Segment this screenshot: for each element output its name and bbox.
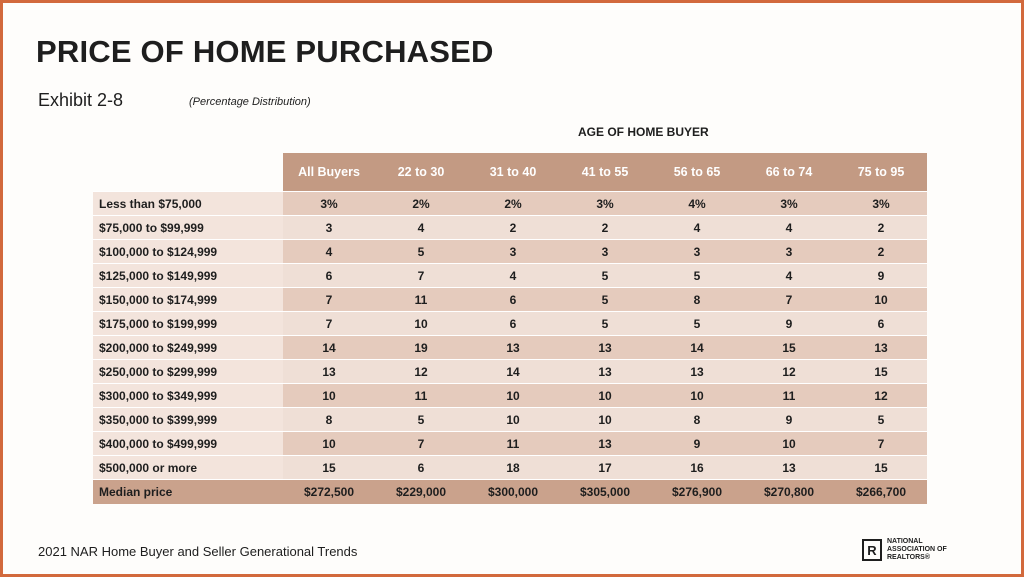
table-cell: 10 <box>559 408 651 432</box>
table-row <box>93 264 927 288</box>
table-row <box>93 408 927 432</box>
row-label: $400,000 to $499,999 <box>93 432 283 456</box>
table-cell: 9 <box>743 312 835 336</box>
row-label: $500,000 or more <box>93 456 283 480</box>
table-cell: 17 <box>559 456 651 480</box>
page-title: PRICE OF HOME PURCHASED <box>36 34 494 69</box>
table-cell: 12 <box>835 384 927 408</box>
table-cell: $266,700 <box>835 480 927 505</box>
table-cell: 6 <box>467 312 559 336</box>
table-cell: 10 <box>467 384 559 408</box>
table-cell: 10 <box>651 384 743 408</box>
table-cell: 2% <box>375 192 467 216</box>
table-cell: 15 <box>835 360 927 384</box>
table-row <box>93 432 927 456</box>
table-cell: 14 <box>283 336 375 360</box>
table-cell: $270,800 <box>743 480 835 505</box>
table-cell: 9 <box>651 432 743 456</box>
table-row <box>93 384 927 408</box>
table-cell: 2% <box>467 192 559 216</box>
column-header: 75 to 95 <box>835 153 927 192</box>
table-cell: 14 <box>467 360 559 384</box>
column-header: 41 to 55 <box>559 153 651 192</box>
row-label: $200,000 to $249,999 <box>93 336 283 360</box>
exhibit-label: Exhibit 2-8 <box>38 90 124 110</box>
table-cell: 16 <box>651 456 743 480</box>
table-cell: 9 <box>743 408 835 432</box>
table-cell: 13 <box>467 336 559 360</box>
column-header: 66 to 74 <box>743 153 835 192</box>
table-cell: 13 <box>283 360 375 384</box>
table-cell: 4 <box>467 264 559 288</box>
table-cell: 15 <box>283 456 375 480</box>
table-cell: 7 <box>743 288 835 312</box>
table-cell: 3 <box>283 216 375 240</box>
table-cell: 6 <box>835 312 927 336</box>
table-row <box>93 216 927 240</box>
table-cell: 6 <box>375 456 467 480</box>
table-cell: 15 <box>835 456 927 480</box>
table-cell: 13 <box>835 336 927 360</box>
table-cell: 13 <box>559 336 651 360</box>
table-cell: 18 <box>467 456 559 480</box>
column-header: 56 to 65 <box>651 153 743 192</box>
table-cell: 3 <box>651 240 743 264</box>
table-cell: 5 <box>651 264 743 288</box>
table-cell: 2 <box>835 240 927 264</box>
table-cell: 8 <box>283 408 375 432</box>
table-row <box>93 192 927 216</box>
row-label: $150,000 to $174,999 <box>93 288 283 312</box>
row-label: $350,000 to $399,999 <box>93 408 283 432</box>
table-cell: 12 <box>743 360 835 384</box>
table-cell: 5 <box>375 240 467 264</box>
table-cell: 10 <box>743 432 835 456</box>
table-cell: 12 <box>375 360 467 384</box>
table-cell: 11 <box>375 384 467 408</box>
column-header: 31 to 40 <box>467 153 559 192</box>
realtor-r-icon: R <box>862 539 882 561</box>
nar-logo <box>862 538 967 562</box>
table-cell: 13 <box>559 360 651 384</box>
table-cell: 5 <box>559 288 651 312</box>
row-label: $175,000 to $199,999 <box>93 312 283 336</box>
table-row <box>93 240 927 264</box>
table-cell: 15 <box>743 336 835 360</box>
table-cell: 4 <box>375 216 467 240</box>
table-row <box>93 312 927 336</box>
table-row <box>93 360 927 384</box>
table-header-row <box>93 153 927 192</box>
table-cell: 7 <box>283 288 375 312</box>
table-cell: 3% <box>283 192 375 216</box>
table-cell: 10 <box>835 288 927 312</box>
table-cell: 7 <box>375 264 467 288</box>
price-table <box>93 153 927 504</box>
table-cell: 19 <box>375 336 467 360</box>
header-blank-cell <box>93 153 283 192</box>
logo-text: NATIONAL ASSOCIATION OF REALTORS® <box>887 538 947 561</box>
table-cell: 9 <box>835 264 927 288</box>
row-label: Median price <box>93 480 283 505</box>
row-label: Less than $75,000 <box>93 192 283 216</box>
table-cell: 5 <box>559 312 651 336</box>
table-cell: 11 <box>375 288 467 312</box>
row-label: $100,000 to $124,999 <box>93 240 283 264</box>
table-cell: 3% <box>743 192 835 216</box>
median-row <box>93 480 927 505</box>
table-cell: $276,900 <box>651 480 743 505</box>
age-header: AGE OF HOME BUYER <box>578 125 709 139</box>
table-cell: 10 <box>559 384 651 408</box>
table-cell: 13 <box>559 432 651 456</box>
table-cell: 2 <box>559 216 651 240</box>
table-cell: $272,500 <box>283 480 375 505</box>
table-cell: 3% <box>835 192 927 216</box>
table-cell: 4 <box>283 240 375 264</box>
table-cell: 2 <box>467 216 559 240</box>
table-cell: $229,000 <box>375 480 467 505</box>
table-cell: 10 <box>283 432 375 456</box>
table-cell: 3% <box>559 192 651 216</box>
table-cell: 4 <box>651 216 743 240</box>
table-row <box>93 288 927 312</box>
table-cell: 3 <box>743 240 835 264</box>
table-cell: 5 <box>375 408 467 432</box>
table-cell: 13 <box>651 360 743 384</box>
table-cell: 14 <box>651 336 743 360</box>
table-cell: 13 <box>743 456 835 480</box>
table-cell: 11 <box>467 432 559 456</box>
row-label: $250,000 to $299,999 <box>93 360 283 384</box>
table-cell: 4 <box>743 264 835 288</box>
table-cell: 6 <box>283 264 375 288</box>
table-cell: 5 <box>651 312 743 336</box>
table-cell: 7 <box>375 432 467 456</box>
table-cell: 5 <box>835 408 927 432</box>
table-cell: 5 <box>559 264 651 288</box>
table-cell: $300,000 <box>467 480 559 505</box>
table-cell: 3 <box>559 240 651 264</box>
footer-source: 2021 NAR Home Buyer and Seller Generational Trends <box>38 544 358 559</box>
table-cell: $305,000 <box>559 480 651 505</box>
row-label: $125,000 to $149,999 <box>93 264 283 288</box>
table-cell: 10 <box>375 312 467 336</box>
table-cell: 6 <box>467 288 559 312</box>
table-row <box>93 456 927 480</box>
table-cell: 8 <box>651 288 743 312</box>
row-label: $300,000 to $349,999 <box>93 384 283 408</box>
row-label: $75,000 to $99,999 <box>93 216 283 240</box>
column-header: All Buyers <box>283 153 375 192</box>
table-cell: 10 <box>283 384 375 408</box>
table-cell: 7 <box>283 312 375 336</box>
table-cell: 4% <box>651 192 743 216</box>
table-row <box>93 336 927 360</box>
table-cell: 7 <box>835 432 927 456</box>
subtitle: (Percentage Distribution) <box>189 96 311 108</box>
table-cell: 4 <box>743 216 835 240</box>
column-header: 22 to 30 <box>375 153 467 192</box>
table-cell: 11 <box>743 384 835 408</box>
table-cell: 3 <box>467 240 559 264</box>
table-cell: 8 <box>651 408 743 432</box>
table-cell: 10 <box>467 408 559 432</box>
table-cell: 2 <box>835 216 927 240</box>
